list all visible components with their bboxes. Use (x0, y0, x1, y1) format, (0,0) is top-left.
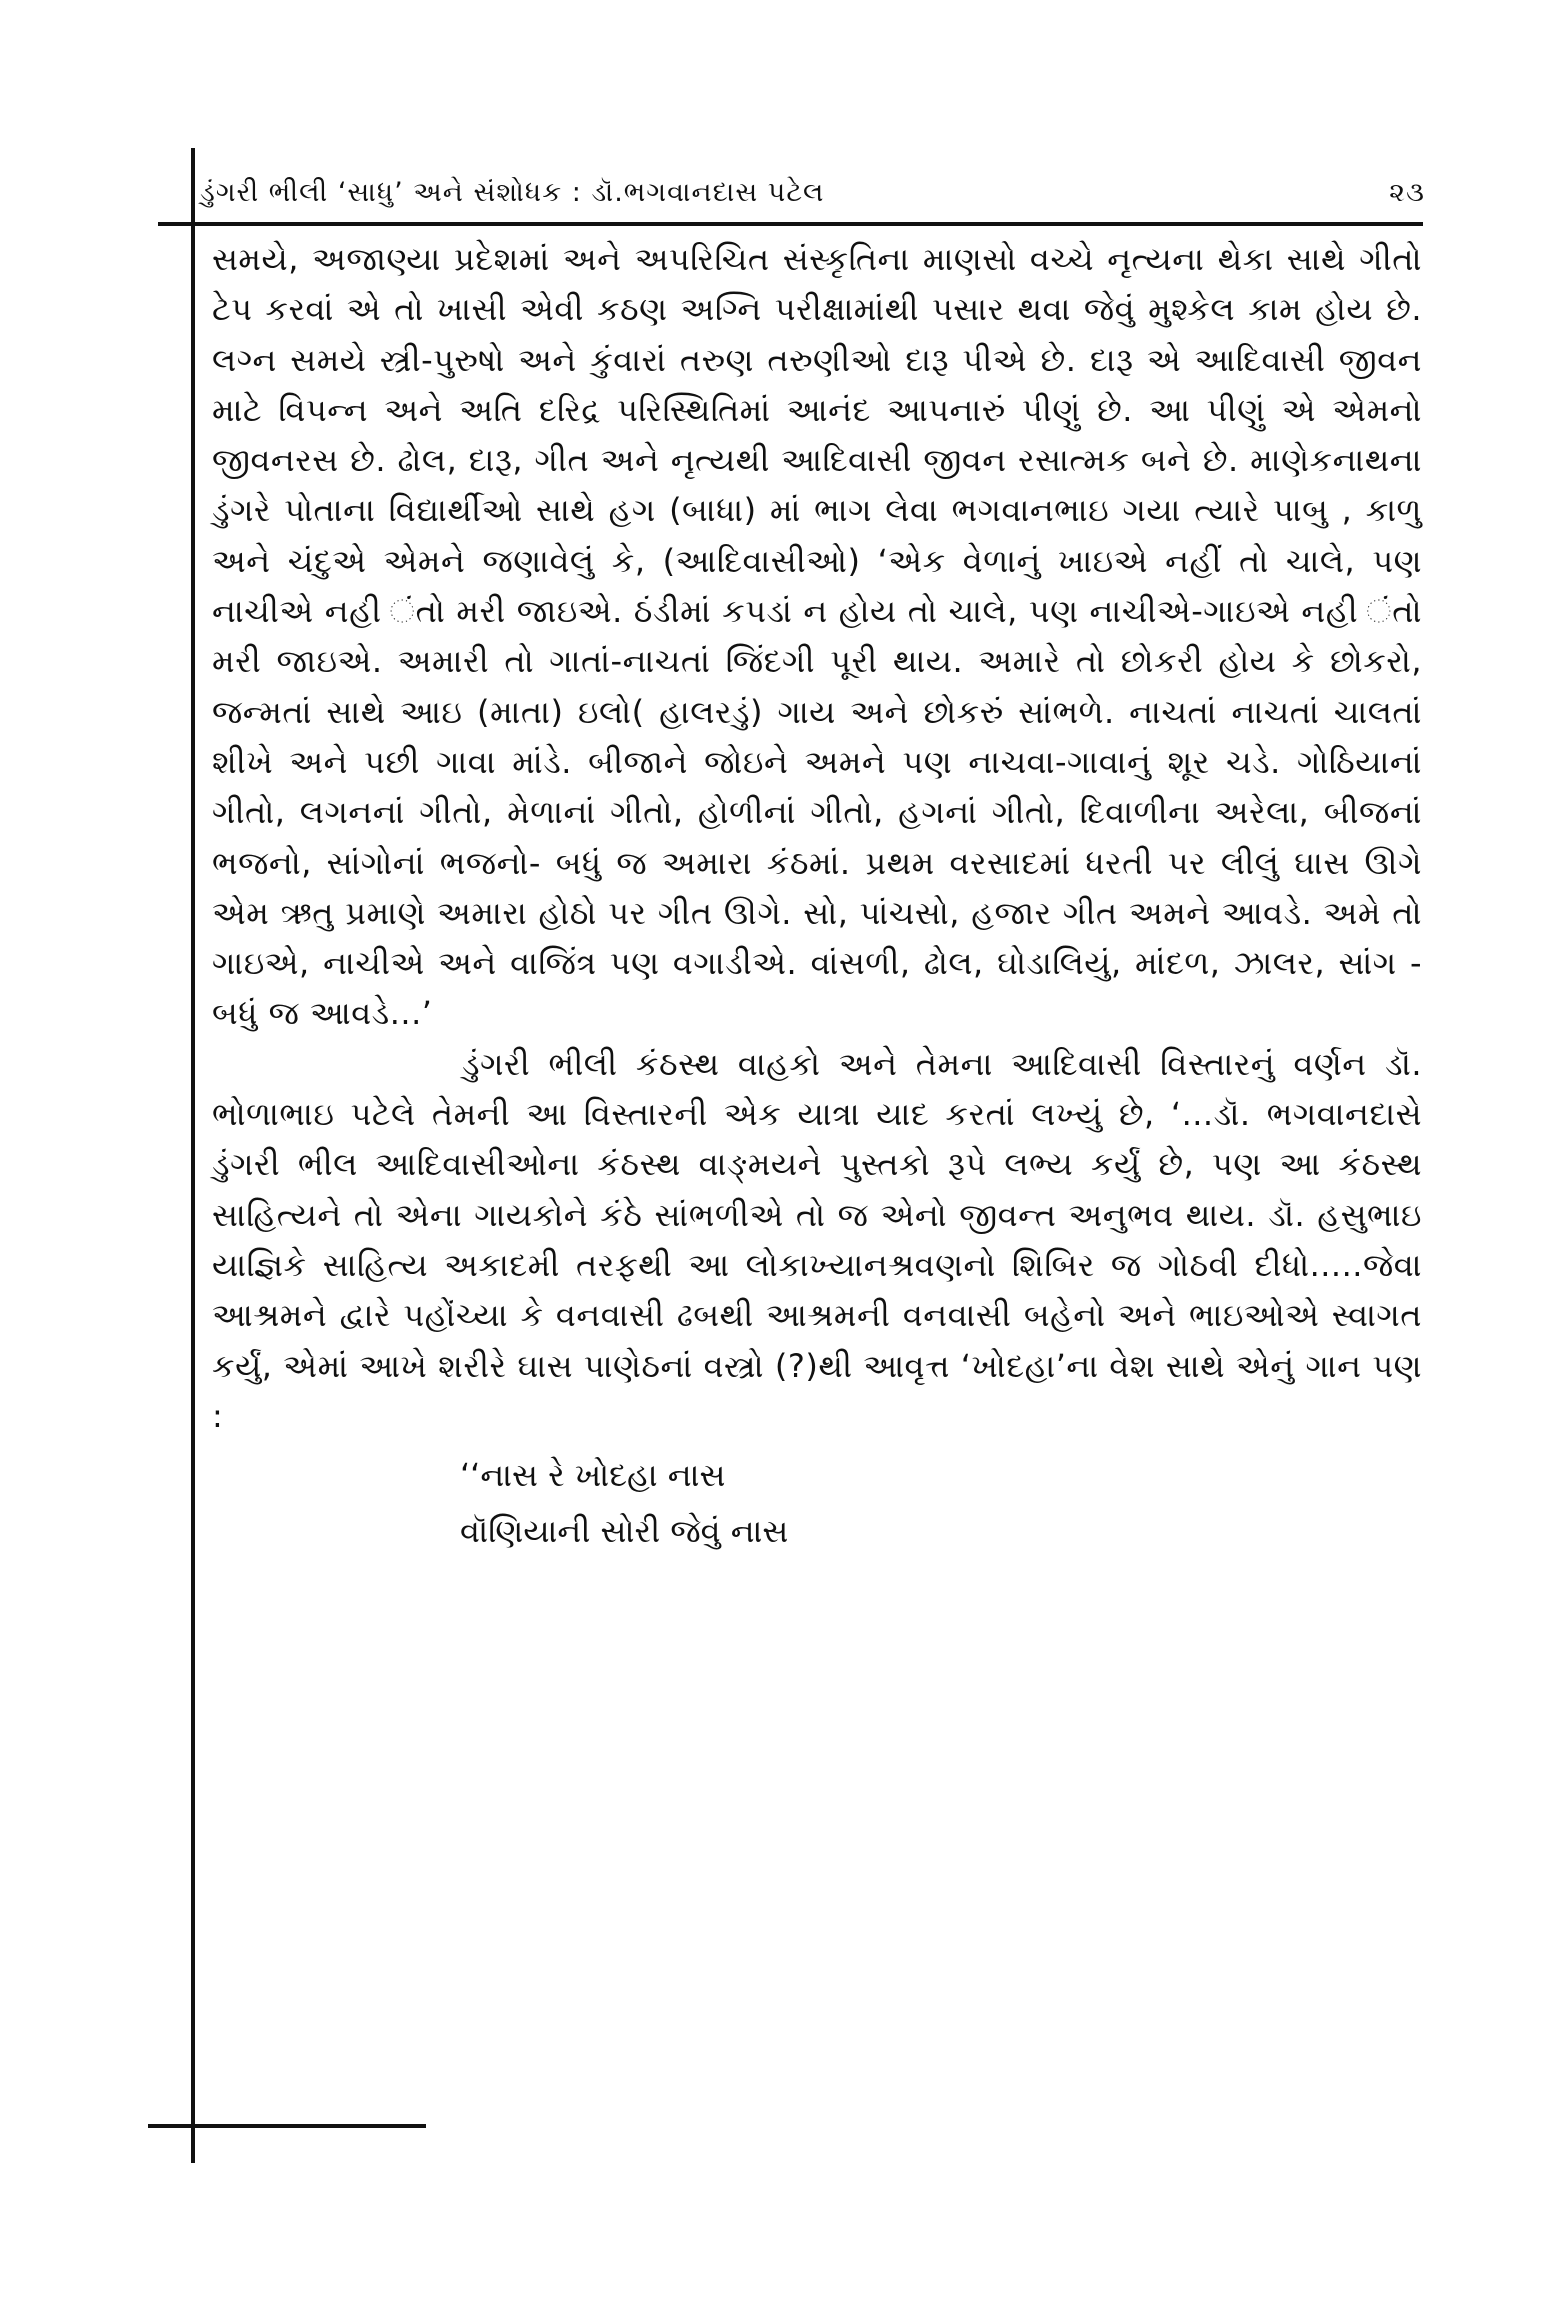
page-number: ૨૩ (1389, 177, 1425, 208)
paragraph-description: ડુંગરી ભીલી કંઠસ્થ વાહકો અને તેમના આદિવાસી વિસ્તારનું વર્ણન ડૉ. ભોળાભાઇ પટેલે તેમની આ વિસ્તારની એક યાત્રા યાદ કરતાં લખ્યું છે, ‘...ડૉ. ભગવાનદાસે ડુંગરી ભીલ આદિવાસીઓના કંઠસ્થ વાઙ્મયને પુસ્તકો રૂપે લભ્ય કર્યું છે, પણ આ કંઠસ્થ સાહિત્યને તો એના ગાયકોને કંઠે સાંભળીએ તો જ એનો જીવન્ત અનુભવ થાય. ડૉ. હસુભાઇ યાજ્ઞિકે સાહિત્ય અકાદમી તરફથી આ લોકાખ્યાનશ્રવણનો શિબિર જ ગોઠવી દીધો.....જેવા આશ્રમને દ્વારે પહોંચ્યા કે વનવાસી ઢબથી આશ્રમની વનવાસી બહેનો અને ભાઇઓએ સ્વાગત કર્યું, એમાં આખે શરીરે ઘાસ પાણેઠનાં વસ્ત્રો (?)થી આવૃત્ત ‘ખોદહા’ના વેશ સાથે એનું ગાન પણ : (212, 1044, 1422, 1435)
running-header (200, 168, 1425, 218)
footer-rule (148, 2124, 426, 2128)
verse-line: વૉણિયાની સોરી જેવું નાસ (460, 1512, 789, 1551)
verse-line: ‘‘નાસ રે ખોદહા નાસ (460, 1456, 726, 1495)
paragraph-quote: સમયે, અજાણ્યા પ્રદેશમાં અને અપરિચિત સંસ્કૃતિના માણસો વચ્ચે નૃત્યના થેકા સાથે ગીતો ટેપ કરવાં એ તો ખાસી એવી કઠણ અગ્નિ પરીક્ષામાંથી પસાર થવા જેવું મુશ્કેલ કામ હોય છે. લગ્ન સમયે સ્ત્રી-પુરુષો અને કુંવારાં તરુણ તરુણીઓ દારૂ પીએ છે. દારૂ એ આદિવાસી જીવન માટે વિપન્ન અને અતિ દરિદ્ર પરિસ્થિતિમાં આનંદ આપનારું પીણું છે. આ પીણું એ એમનો જીવનરસ છે. ઢોલ, દારૂ, ગીત અને નૃત્યથી આદિવાસી જીવન રસાત્મક બને છે. માણેકનાથના ડુંગરે પોતાના વિદ્યાર્થીઓ સાથે હગ (બાધા) માં ભાગ લેવા ભગવાનભાઇ ગયા ત્યારે પાબુ , કાળુ અને ચંદુએ એમને જણાવેલું કે, (આદિવાસીઓ) ‘એક વેળાનું ખાઇએ નહીં તો ચાલે, પણ નાચીએ નહી ંતો મરી જાઇએ. ઠંડીમાં કપડાં ન હોય તો ચાલે, પણ નાચીએ-ગાઇએ નહી ંતો મરી જાઇએ. અમારી તો ગાતાં-નાચતાં જિંદગી પૂરી થાય. અમારે તો છોકરી હોય કે છોકરો, જન્મતાં સાથે આઇ (માતા) ઇલો( હાલરડું) ગાય અને છોકરું સાંભળે. નાચતાં નાચતાં ચાલતાં શીખે અને પછી ગાવા માંડે. બીજાને જોઇને અમને પણ નાચવા-ગાવાનું શૂર ચડે. ગોઠિયાનાં ગીતો, લગનનાં ગીતો, મેળાનાં ગીતો, હોળીનાં ગીતો, હગનાં ગીતો, દિવાળીના અરેલા, બીજનાં ભજનો, સાંગોનાં ભજનો- બધું જ અમારા કંઠમાં. પ્રથમ વરસાદમાં ધરતી પર લીલું ઘાસ ઊગે એમ ઋતુ પ્રમાણે અમારા હોઠો પર ગીત ઊગે. સો, પાંચસો, હજાર ગીત અમને આવડે. અમે તો ગાઇએ, નાચીએ અને વાજિંત્ર પણ વગાડીએ. વાંસળી, ઢોલ, ઘોડાલિયું, માંદળ, ઝાલર, સાંગ - બધું જ આવડે...’ (212, 240, 1422, 1033)
song-verse (212, 1447, 1422, 1559)
running-title: ડુંગરી ભીલી ‘સાધુ’ અને સંશોધક : ડૉ.ભગવાનદાસ પટેલ (200, 177, 825, 208)
header-rule (158, 222, 1423, 226)
body-text (212, 234, 1422, 1559)
left-margin-rule (191, 148, 195, 2163)
